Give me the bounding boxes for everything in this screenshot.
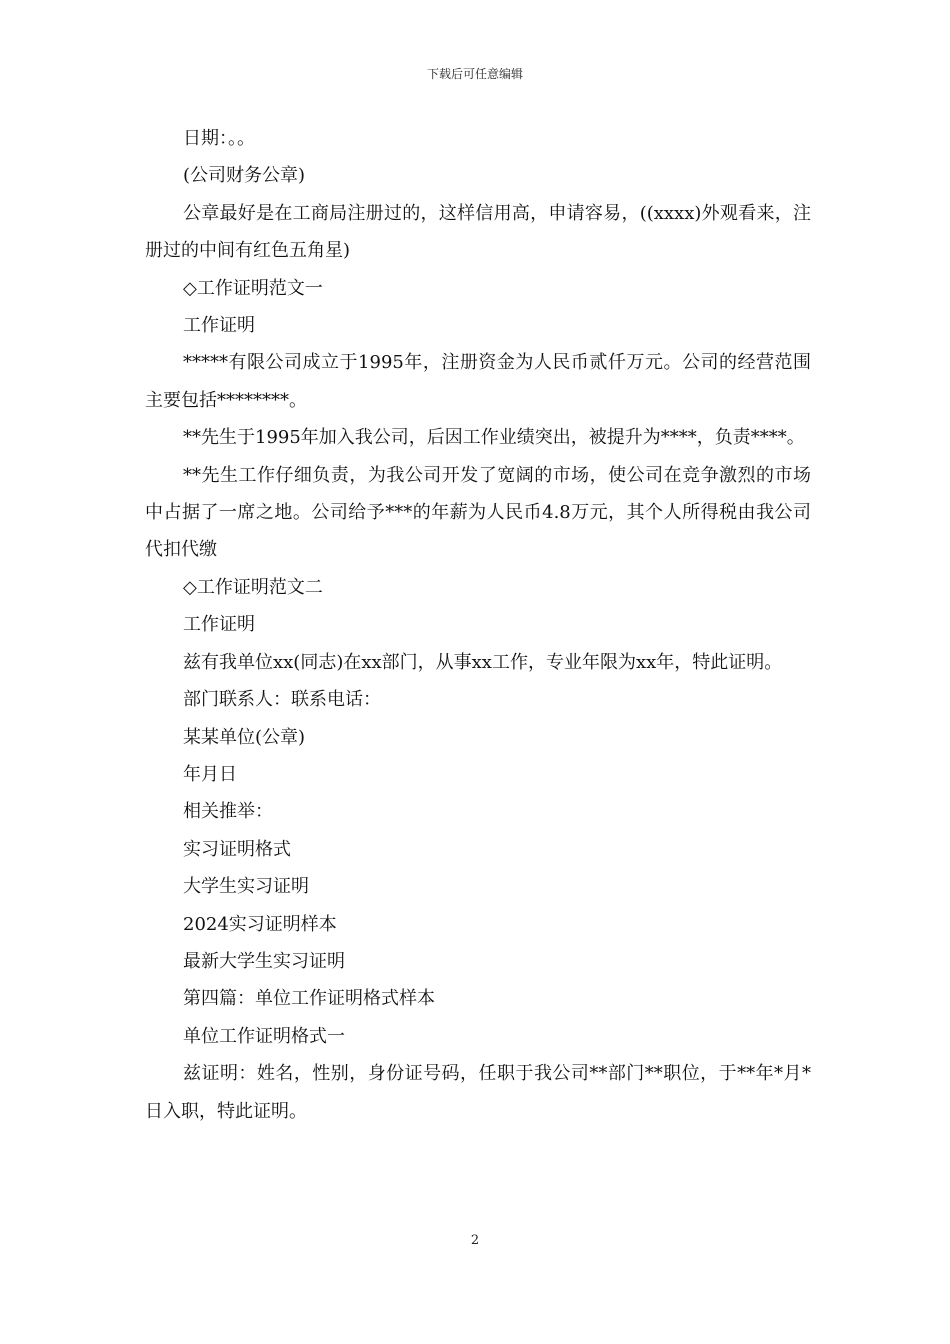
section-heading-part-four: 第四篇：单位工作证明格式样本	[183, 988, 435, 1010]
page-number: 2	[470, 1233, 480, 1248]
paragraph-seal-note: 公章最好是在工商局注册过的，这样信用高，申请容易，((xxxx)外观看来，注册过的中间有红色五角星)	[145, 202, 811, 262]
paragraph-company-intro: *****有限公司成立于1995年，注册资金为人民币贰仟万元。公司的经营范围主要包括********。	[145, 352, 811, 411]
paragraph-finance-seal: (公司财务公章)	[183, 165, 306, 187]
related-item: 2024实习证明样本	[183, 913, 337, 935]
subsection-heading-format-one: 单位工作证明格式一	[183, 1025, 345, 1047]
certificate-title: 工作证明	[183, 315, 255, 337]
section-heading-sample-one: ◇工作证明范文一	[183, 277, 323, 299]
related-item: 最新大学生实习证明	[183, 950, 345, 972]
paragraph-contact: 部门联系人：联系电话：	[183, 689, 381, 711]
paragraph-related-heading: 相关推举：	[183, 801, 273, 823]
paragraph-date: 日期：。。	[183, 128, 255, 149]
paragraph-date-line: 年月日	[183, 763, 237, 785]
page-header: 下载后可任意编辑	[426, 67, 523, 81]
paragraph-employee-join: **先生于1995年加入我公司，后因工作业绩突出，被提升为****，负责****。	[183, 427, 805, 449]
related-item: 大学生实习证明	[183, 876, 309, 898]
paragraph-unit-seal: 某某单位(公章)	[183, 726, 306, 748]
paragraph-employee-salary: **先生工作仔细负责，为我公司开发了宽阔的市场，使公司在竞争激烈的市场中占据了一席之地。公司给予***的年薪为人民币4.8万元，其个人所得税由我公司代扣代缴	[145, 464, 811, 561]
paragraph-certify-unit: 兹有我单位xx(同志)在xx部门，从事xx工作，专业年限为xx年，特此证明。	[183, 651, 783, 673]
certificate-title: 工作证明	[183, 614, 255, 636]
section-heading-sample-two: ◇工作证明范文二	[183, 576, 323, 598]
related-item: 实习证明格式	[183, 838, 291, 860]
paragraph-certify-employee: 兹证明：姓名，性别，身份证号码，任职于我公司**部门**职位，于**年*月*日入职，特此证明。	[145, 1063, 811, 1122]
document-body	[145, 120, 811, 1130]
